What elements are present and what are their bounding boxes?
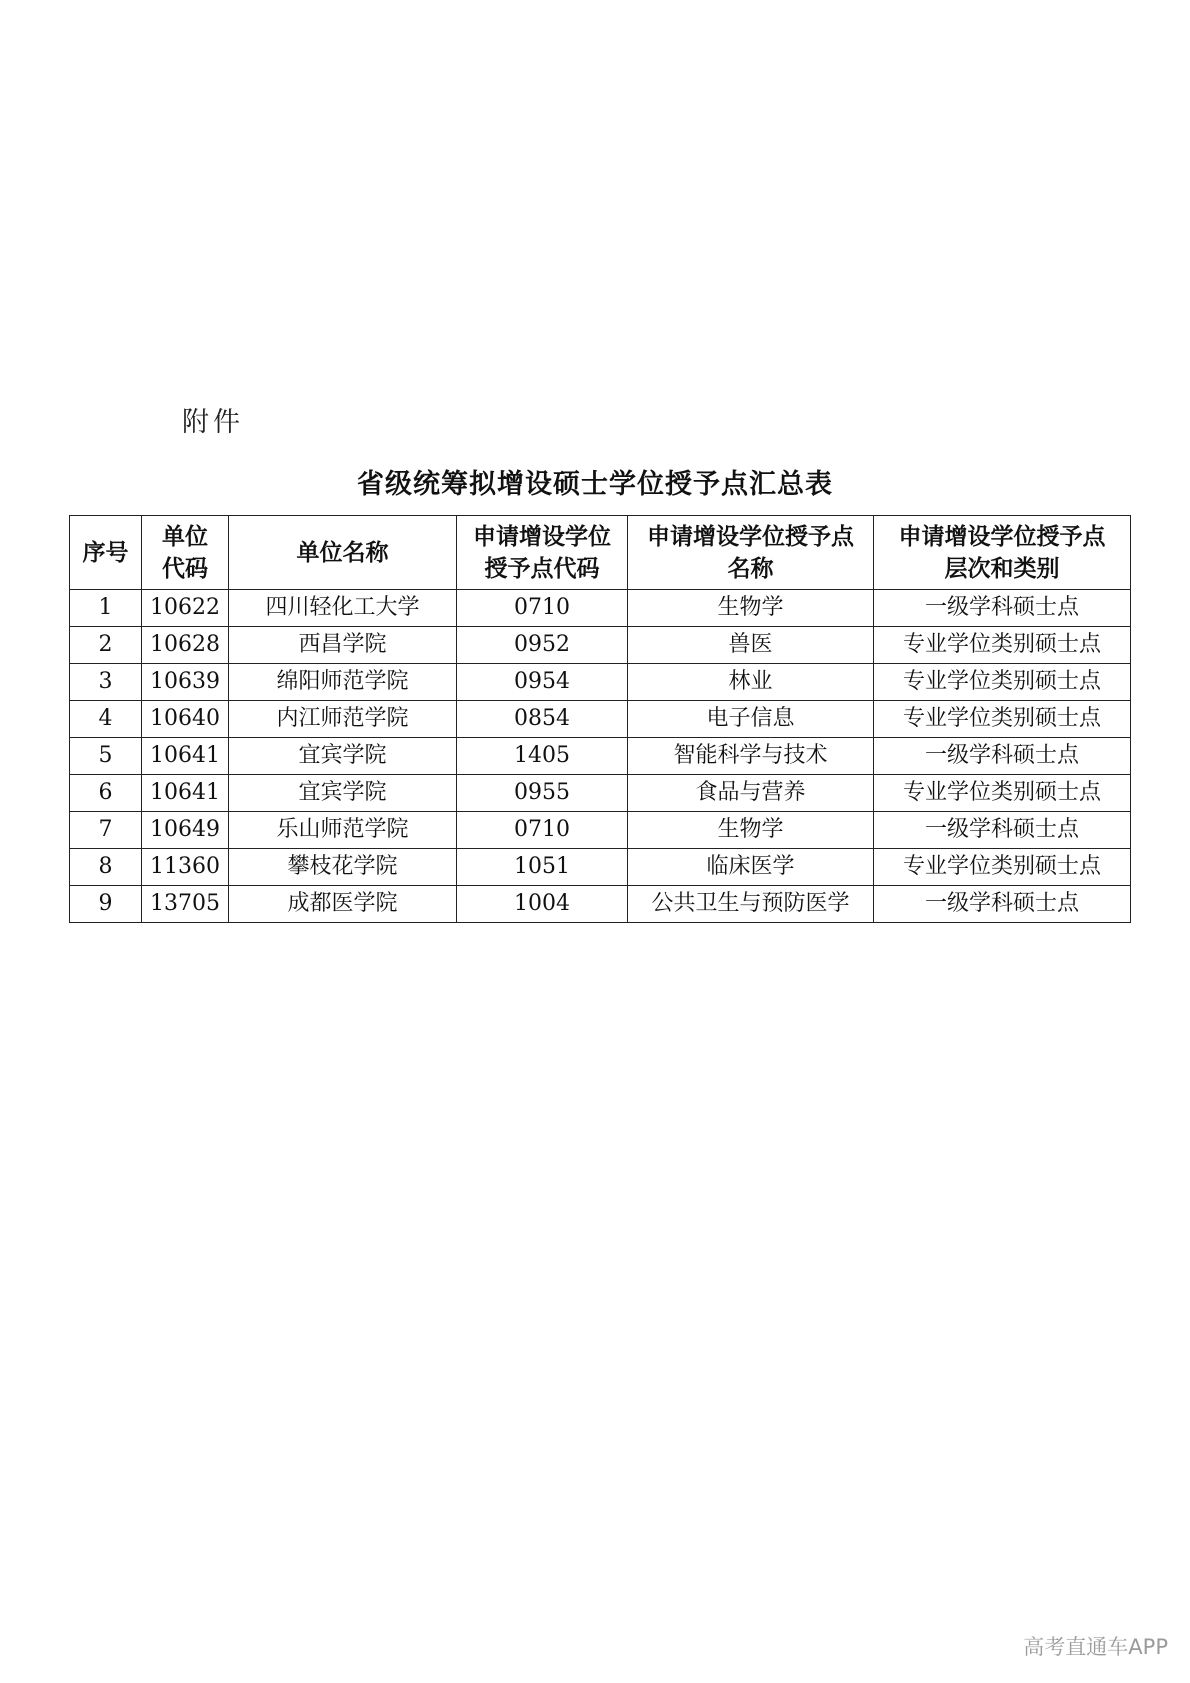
cell-degree-point-code: 0710: [457, 590, 628, 627]
cell-unit-name: 绵阳师范学院: [229, 664, 457, 701]
cell-unit-code: 10641: [142, 738, 229, 775]
header-unit-name: 单位名称: [229, 516, 457, 590]
cell-degree-level-category: 一级学科硕士点: [874, 738, 1131, 775]
cell-serial-number: 9: [70, 886, 142, 923]
header-unit-code: 单位 代码: [142, 516, 229, 590]
table-row: [70, 849, 1131, 886]
cell-degree-point-name: 食品与营养: [628, 775, 874, 812]
cell-unit-name: 攀枝花学院: [229, 849, 457, 886]
cell-unit-code: 10622: [142, 590, 229, 627]
cell-degree-point-code: 0955: [457, 775, 628, 812]
cell-unit-code: 10628: [142, 627, 229, 664]
table-row: [70, 812, 1131, 849]
cell-degree-point-code: 0954: [457, 664, 628, 701]
table-row: [70, 738, 1131, 775]
cell-unit-code: 10639: [142, 664, 229, 701]
cell-unit-code: 10641: [142, 775, 229, 812]
header-degree-point-name: 申请增设学位授予点 名称: [628, 516, 874, 590]
cell-unit-name: 内江师范学院: [229, 701, 457, 738]
cell-degree-point-code: 0854: [457, 701, 628, 738]
header-degree-level-category: 申请增设学位授予点 层次和类别: [874, 516, 1131, 590]
cell-degree-level-category: 一级学科硕士点: [874, 590, 1131, 627]
cell-degree-point-name: 电子信息: [628, 701, 874, 738]
cell-degree-level-category: 一级学科硕士点: [874, 886, 1131, 923]
cell-serial-number: 5: [70, 738, 142, 775]
summary-table: [69, 515, 1131, 923]
cell-degree-level-category: 专业学位类别硕士点: [874, 775, 1131, 812]
cell-degree-point-code: 1051: [457, 849, 628, 886]
cell-degree-point-code: 1004: [457, 886, 628, 923]
cell-degree-point-code: 0952: [457, 627, 628, 664]
cell-unit-name: 乐山师范学院: [229, 812, 457, 849]
cell-serial-number: 8: [70, 849, 142, 886]
header-serial-number: 序号: [70, 516, 142, 590]
cell-serial-number: 2: [70, 627, 142, 664]
cell-degree-point-name: 临床医学: [628, 849, 874, 886]
cell-degree-point-code: 0710: [457, 812, 628, 849]
cell-unit-name: 宜宾学院: [229, 775, 457, 812]
header-degree-point-code: 申请增设学位 授予点代码: [457, 516, 628, 590]
cell-degree-point-name: 兽医: [628, 627, 874, 664]
cell-serial-number: 4: [70, 701, 142, 738]
cell-degree-level-category: 专业学位类别硕士点: [874, 627, 1131, 664]
cell-unit-code: 13705: [142, 886, 229, 923]
cell-unit-code: 10649: [142, 812, 229, 849]
cell-degree-level-category: 一级学科硕士点: [874, 812, 1131, 849]
table-row: [70, 886, 1131, 923]
cell-serial-number: 3: [70, 664, 142, 701]
cell-degree-point-code: 1405: [457, 738, 628, 775]
cell-unit-name: 西昌学院: [229, 627, 457, 664]
table-row: [70, 775, 1131, 812]
cell-degree-point-name: 公共卫生与预防医学: [628, 886, 874, 923]
cell-degree-point-name: 智能科学与技术: [628, 738, 874, 775]
cell-degree-level-category: 专业学位类别硕士点: [874, 664, 1131, 701]
cell-unit-code: 11360: [142, 849, 229, 886]
table-row: [70, 590, 1131, 627]
table-header-row: [70, 516, 1131, 590]
table-row: [70, 664, 1131, 701]
cell-degree-point-name: 林业: [628, 664, 874, 701]
cell-unit-name: 成都医学院: [229, 886, 457, 923]
table-row: [70, 701, 1131, 738]
cell-serial-number: 7: [70, 812, 142, 849]
attachment-label: 附件: [182, 407, 244, 438]
watermark: 高考直通车APP: [1023, 1635, 1168, 1659]
cell-serial-number: 6: [70, 775, 142, 812]
cell-serial-number: 1: [70, 590, 142, 627]
cell-unit-name: 宜宾学院: [229, 738, 457, 775]
table-body: [70, 590, 1131, 923]
document-title: 省级统筹拟增设硕士学位授予点汇总表: [357, 469, 833, 500]
cell-degree-level-category: 专业学位类别硕士点: [874, 849, 1131, 886]
table-row: [70, 627, 1131, 664]
cell-unit-code: 10640: [142, 701, 229, 738]
cell-degree-point-name: 生物学: [628, 812, 874, 849]
cell-degree-level-category: 专业学位类别硕士点: [874, 701, 1131, 738]
cell-degree-point-name: 生物学: [628, 590, 874, 627]
cell-unit-name: 四川轻化工大学: [229, 590, 457, 627]
